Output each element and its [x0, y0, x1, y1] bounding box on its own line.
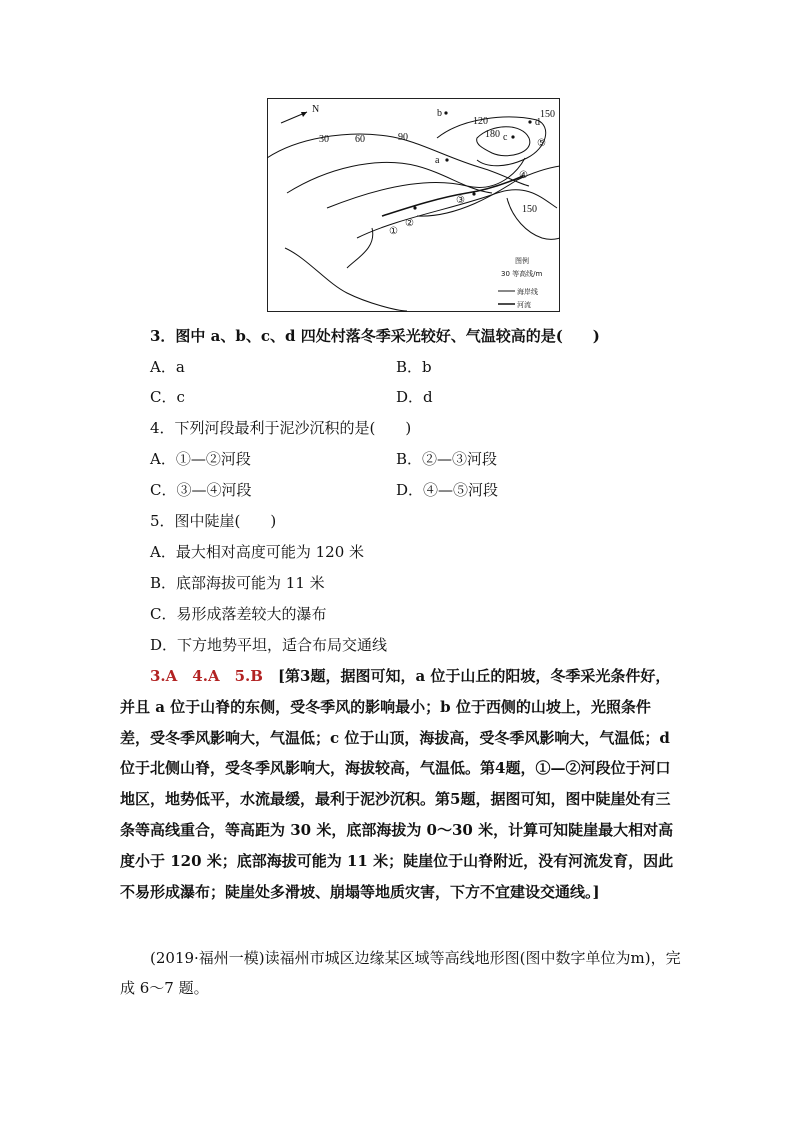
legend-contour: 30 等高线/m [501, 270, 543, 278]
north-label: N [312, 104, 320, 115]
point-a-dot [445, 158, 448, 161]
question-4-option-d[interactable]: D．④—⑤河段 [396, 481, 499, 499]
contour-map-figure [267, 98, 560, 312]
answer-key: 3.A 4.A 5.B [150, 667, 263, 685]
river-dot-2 [472, 192, 475, 195]
question-5-stem: 5．图中陡崖( ) [150, 512, 277, 530]
contour-label: 30 [319, 134, 329, 145]
contour-label: 90 [398, 132, 408, 143]
contour-label: 150 [540, 109, 555, 120]
question-5-option-a[interactable]: A．最大相对高度可能为 120 米 [150, 543, 365, 561]
question-4-stem: 4．下列河段最利于泥沙沉积的是( ) [150, 419, 412, 437]
question-3-stem: 3．图中 a、b、c、d 四处村落冬季采光较好、气温较高的是( ) [150, 327, 600, 345]
question-5-option-d[interactable]: D．下方地势平坦，适合布局交通线 [150, 636, 388, 654]
legend-river: 河流 [517, 301, 531, 309]
question-5-option-b[interactable]: B．底部海拔可能为 11 米 [150, 574, 325, 592]
contour-map-svg [267, 98, 560, 312]
question-4-option-a[interactable]: A．①—②河段 [150, 450, 251, 468]
question-4-option-c[interactable]: C．③—④河段 [150, 481, 252, 499]
legend-title: 图例 [515, 257, 529, 265]
point-label-d: d [535, 117, 540, 128]
map-frame [268, 99, 560, 312]
answer-explanation [120, 661, 680, 907]
contour-label: 180 [485, 129, 500, 140]
contour-label: 150 [522, 204, 537, 215]
point-d-dot [528, 120, 531, 123]
river-dot-1 [413, 206, 416, 209]
point-label-b: b [437, 108, 442, 119]
question-3-option-c[interactable]: C．c [150, 388, 185, 406]
contour-label: 60 [355, 134, 365, 145]
contour-label: 120 [473, 116, 488, 127]
question-3-option-d[interactable]: D．d [396, 388, 433, 406]
legend-coast: 海岸线 [517, 288, 538, 296]
point-b-dot [444, 111, 447, 114]
river-mark-1: ① [389, 226, 398, 237]
river-mark-5: ⑤ [537, 138, 546, 149]
question-4-option-b[interactable]: B．②—③河段 [396, 450, 498, 468]
next-question-intro: (2019·福州一模)读福州市城区边缘某区域等高线地形图(图中数字单位为m)，完成 6～7 题。 [120, 949, 681, 997]
point-label-c: c [503, 132, 508, 143]
question-5-option-c[interactable]: C．易形成落差较大的瀑布 [150, 605, 327, 623]
river-mark-4: ④ [519, 170, 528, 181]
answer-text: [第3题，据图可知，a 位于山丘的阳坡，冬季采光条件好，并且 a 位于山脊的东侧，受冬季风的影响最小；b 位于西侧的山坡上，光照条件差，受冬季风影响大，气温低；c 位于山顶，海拔高，受冬季风影响大，气温低；d 位于北侧山脊，受冬季风影响大，海拔较高，气温低。第4题，①—②河段位于河口地区，地势低平，水流最缓，最利于泥沙沉积。第5题，据图可知，图中陡崖处有三条等高线重合，等高距为 30 米，底部海拔为 0～30 米，计算可知陡崖最大相对高度小于 120 米；底部海拔可能为 11 米；陡崖位于山脊附近，没有河流发育，因此不易形成瀑布；陡崖处多滑坡、崩塌等地质灾害，下方不宜建设交通线。] [120, 667, 674, 901]
river-mark-3: ③ [456, 195, 465, 206]
river-mark-2: ② [405, 218, 414, 229]
point-label-a: a [435, 155, 440, 166]
point-c-dot [511, 135, 514, 138]
question-3-option-a[interactable]: A．a [150, 358, 185, 376]
question-3-option-b[interactable]: B．b [396, 358, 432, 376]
